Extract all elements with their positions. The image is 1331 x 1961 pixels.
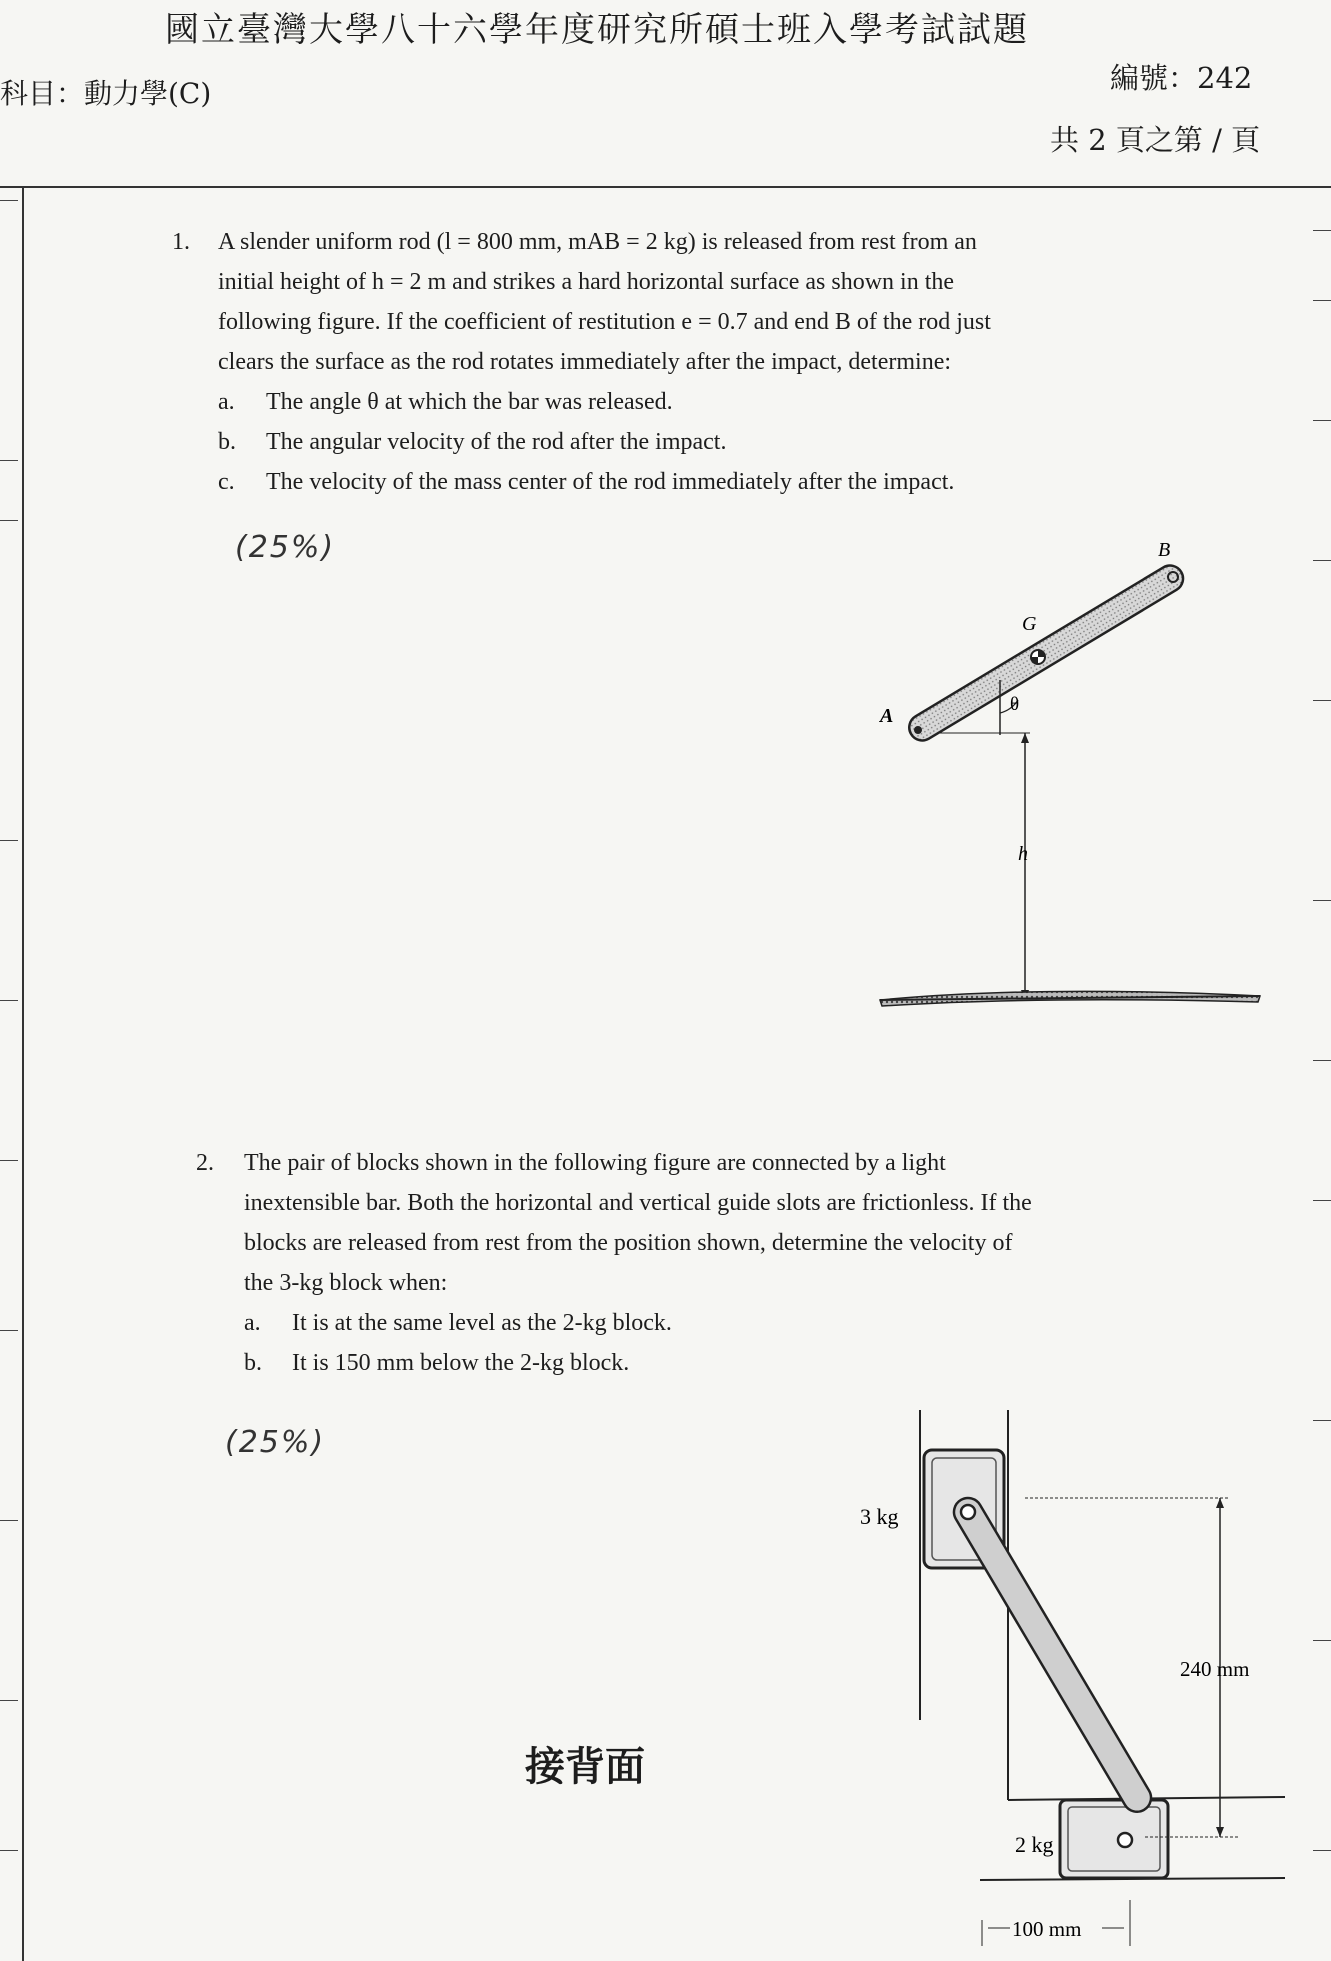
- question-1-item-label: b.: [218, 429, 236, 455]
- end-a-pin: [914, 726, 922, 734]
- question-2-item-text: It is at the same level as the 2-kg block.: [292, 1310, 672, 1336]
- question-2: [196, 1143, 1156, 1403]
- question-2-item-text: It is 150 mm below the 2-kg block.: [292, 1350, 630, 1376]
- question-1-item-text: The velocity of the mass center of the rod immediately after the impact.: [266, 469, 955, 495]
- question-2-item-label: a.: [244, 1310, 261, 1336]
- figure-rod-impact: [860, 530, 1290, 1030]
- block-2kg: [1060, 1800, 1168, 1878]
- page-count: 共 2 頁之第 / 頁: [1050, 123, 1261, 157]
- label-h: h: [1018, 843, 1028, 865]
- subject-label: 科目：動力學(C): [0, 77, 212, 110]
- page-frame-left: [22, 186, 24, 1961]
- label-3kg: 3 kg: [860, 1504, 899, 1529]
- question-1-line: initial height of h = 2 m and strikes a hard horizontal surface as shown in the: [218, 269, 955, 295]
- question-1-line: A slender uniform rod (l = 800 mm, mAB = 2 kg) is released from rest from an: [218, 229, 977, 255]
- question-1-item-label: a.: [218, 389, 235, 415]
- question-1-weight: (25%): [235, 530, 336, 565]
- question-2-line: blocks are released from rest from the position shown, determine the velocity of: [244, 1230, 1013, 1256]
- question-2-number: 2.: [196, 1150, 214, 1176]
- question-1: [172, 222, 1132, 522]
- rod-body: [904, 561, 1187, 746]
- label-b: B: [1158, 539, 1171, 561]
- continue-on-back-note: 接背面: [525, 1743, 645, 1790]
- label-2kg: 2 kg: [1015, 1832, 1054, 1857]
- label-100mm: 100 mm: [1012, 1917, 1082, 1941]
- question-2-line: the 3-kg block when:: [244, 1270, 448, 1296]
- question-1-line: following figure. If the coefficient of restitution e = 0.7 and end B of the rod just: [218, 309, 991, 335]
- label-g: G: [1022, 613, 1037, 635]
- question-1-line: clears the surface as the rod rotates immediately after the impact, determine:: [218, 349, 952, 375]
- figure-blocks-bar: [840, 1400, 1320, 1961]
- question-2-line: inextensible bar. Both the horizontal and vertical guide slots are frictionless. If the: [244, 1190, 1032, 1216]
- label-theta: θ: [1010, 694, 1020, 715]
- label-a: A: [880, 705, 894, 727]
- question-2-weight: (25%): [225, 1425, 326, 1460]
- connecting-bar: [949, 1493, 1156, 1817]
- question-1-item-label: c.: [218, 469, 235, 495]
- question-1-item-text: The angular velocity of the rod after the impact.: [266, 429, 727, 455]
- exam-number: 編號：242: [1110, 61, 1253, 95]
- pin-top: [961, 1505, 975, 1519]
- label-240mm: 240 mm: [1180, 1657, 1250, 1681]
- pin-bottom: [1118, 1833, 1132, 1847]
- question-1-item-text: The angle θ at which the bar was released.: [266, 389, 673, 415]
- question-2-line: The pair of blocks shown in the following figure are connected by a light: [244, 1150, 946, 1176]
- question-2-item-label: b.: [244, 1350, 262, 1376]
- exam-title: 國立臺灣大學八十六學年度研究所碩士班入學考試試題: [165, 10, 1029, 50]
- question-1-number: 1.: [172, 229, 190, 255]
